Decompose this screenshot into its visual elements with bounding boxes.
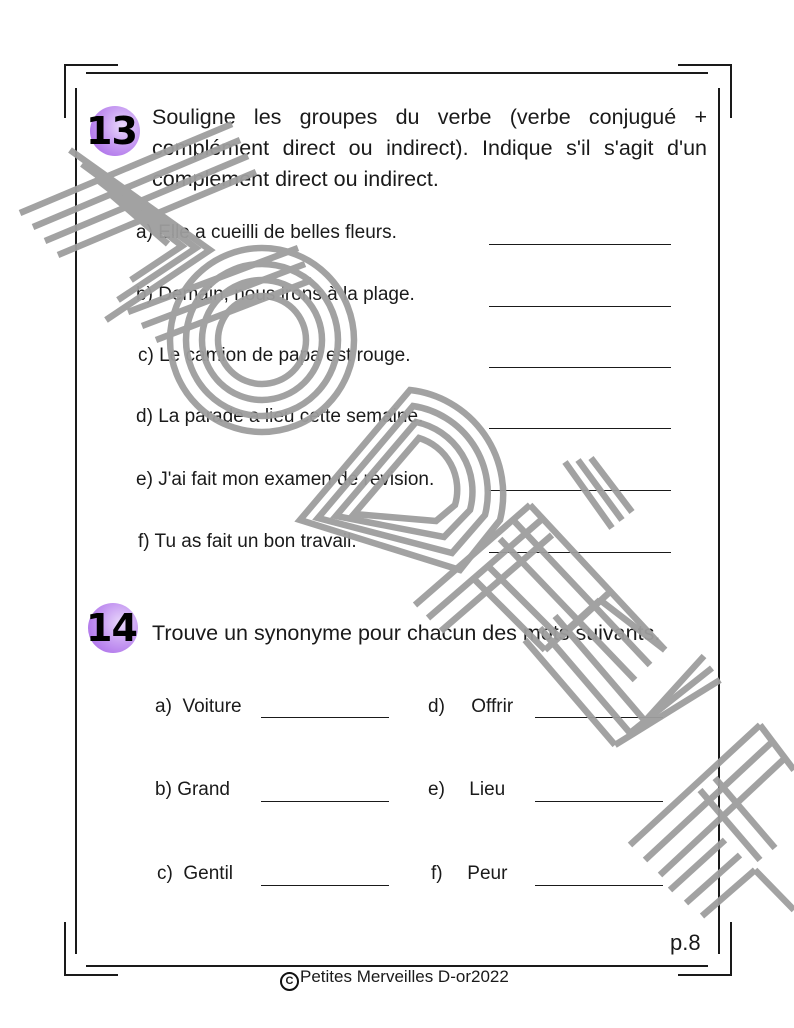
copyright-credit bbox=[280, 967, 509, 991]
watermark-letter-o bbox=[170, 248, 354, 432]
exercise-13-instruction: Souligne les groupes du verbe (verbe conjugué + complément direct ou indirect). Indique s'il s'agit d'un complément direct ou indirect. bbox=[152, 105, 707, 191]
synonym-item-b bbox=[155, 779, 230, 801]
item-letter: b) bbox=[155, 779, 172, 800]
synonym-line-f[interactable] bbox=[535, 885, 663, 886]
item-letter: b) bbox=[136, 284, 153, 305]
corner-bottom-left bbox=[64, 922, 118, 976]
item-letter: e) bbox=[136, 469, 153, 490]
credit-text: Petites Merveilles D-or2022 bbox=[300, 967, 509, 986]
item-word: Peur bbox=[467, 863, 508, 884]
item-sentence: Le camion de papa est rouge. bbox=[159, 345, 411, 366]
answer-line-e[interactable] bbox=[489, 490, 671, 491]
synonym-line-a[interactable] bbox=[261, 717, 389, 718]
item-letter: d) bbox=[136, 406, 153, 427]
exercise-14-instruction: Trouve un synonyme pour chacun des mots suivants. bbox=[152, 621, 661, 645]
exercise-13-item-e bbox=[136, 469, 434, 491]
synonym-line-d[interactable] bbox=[535, 717, 663, 718]
item-word: Offrir bbox=[471, 696, 514, 717]
copyright-icon: C bbox=[280, 972, 299, 991]
watermark-letter-e1 bbox=[415, 505, 665, 680]
answer-line-f[interactable] bbox=[489, 552, 671, 553]
item-letter: f) bbox=[138, 531, 150, 552]
synonym-item-f bbox=[431, 863, 507, 885]
synonym-item-c bbox=[157, 863, 233, 885]
exercise-13-item-a bbox=[136, 222, 397, 244]
item-letter: f) bbox=[431, 863, 443, 884]
answer-line-d[interactable] bbox=[489, 428, 671, 429]
item-word: Lieu bbox=[469, 779, 506, 800]
item-letter: c) bbox=[157, 863, 173, 884]
synonym-line-b[interactable] bbox=[261, 801, 389, 802]
synonym-item-a bbox=[155, 696, 242, 718]
exercise-13-item-c bbox=[138, 345, 411, 367]
item-letter: a) bbox=[136, 222, 153, 243]
synonym-item-d bbox=[428, 696, 513, 718]
exercise-14-number: 14 bbox=[86, 606, 137, 650]
answer-line-b[interactable] bbox=[489, 306, 671, 307]
watermark-letter-e2 bbox=[630, 725, 794, 916]
item-sentence: Tu as fait un bon travail. bbox=[154, 531, 357, 552]
watermark-accent bbox=[565, 458, 632, 528]
item-sentence: Elle a cueilli de belles fleurs. bbox=[158, 222, 397, 243]
item-sentence: La parade a lieu cette semaine. bbox=[158, 406, 424, 427]
item-word: Voiture bbox=[182, 696, 242, 717]
frame-right-line bbox=[718, 88, 720, 954]
page-number: p.8 bbox=[670, 930, 701, 955]
item-letter: a) bbox=[155, 696, 172, 717]
frame-left-line bbox=[75, 88, 77, 954]
item-sentence: Demain, nous irons à la plage. bbox=[158, 284, 415, 305]
exercise-13-item-d bbox=[136, 406, 423, 428]
item-sentence: J'ai fait mon examen de révision. bbox=[158, 469, 435, 490]
item-letter: e) bbox=[428, 779, 445, 800]
item-letter: c) bbox=[138, 345, 154, 366]
synonym-line-e[interactable] bbox=[535, 801, 663, 802]
exercise-13-item-f bbox=[138, 531, 357, 553]
answer-line-c[interactable] bbox=[489, 367, 671, 368]
answer-line-a[interactable] bbox=[489, 244, 671, 245]
exercise-13-item-b bbox=[136, 284, 415, 306]
synonym-item-e bbox=[428, 779, 505, 801]
synonym-line-c[interactable] bbox=[261, 885, 389, 886]
item-word: Grand bbox=[177, 779, 230, 800]
item-letter: d) bbox=[428, 696, 445, 717]
exercise-13-number: 13 bbox=[86, 109, 137, 153]
frame-top-line bbox=[86, 72, 708, 74]
item-word: Gentil bbox=[183, 863, 234, 884]
